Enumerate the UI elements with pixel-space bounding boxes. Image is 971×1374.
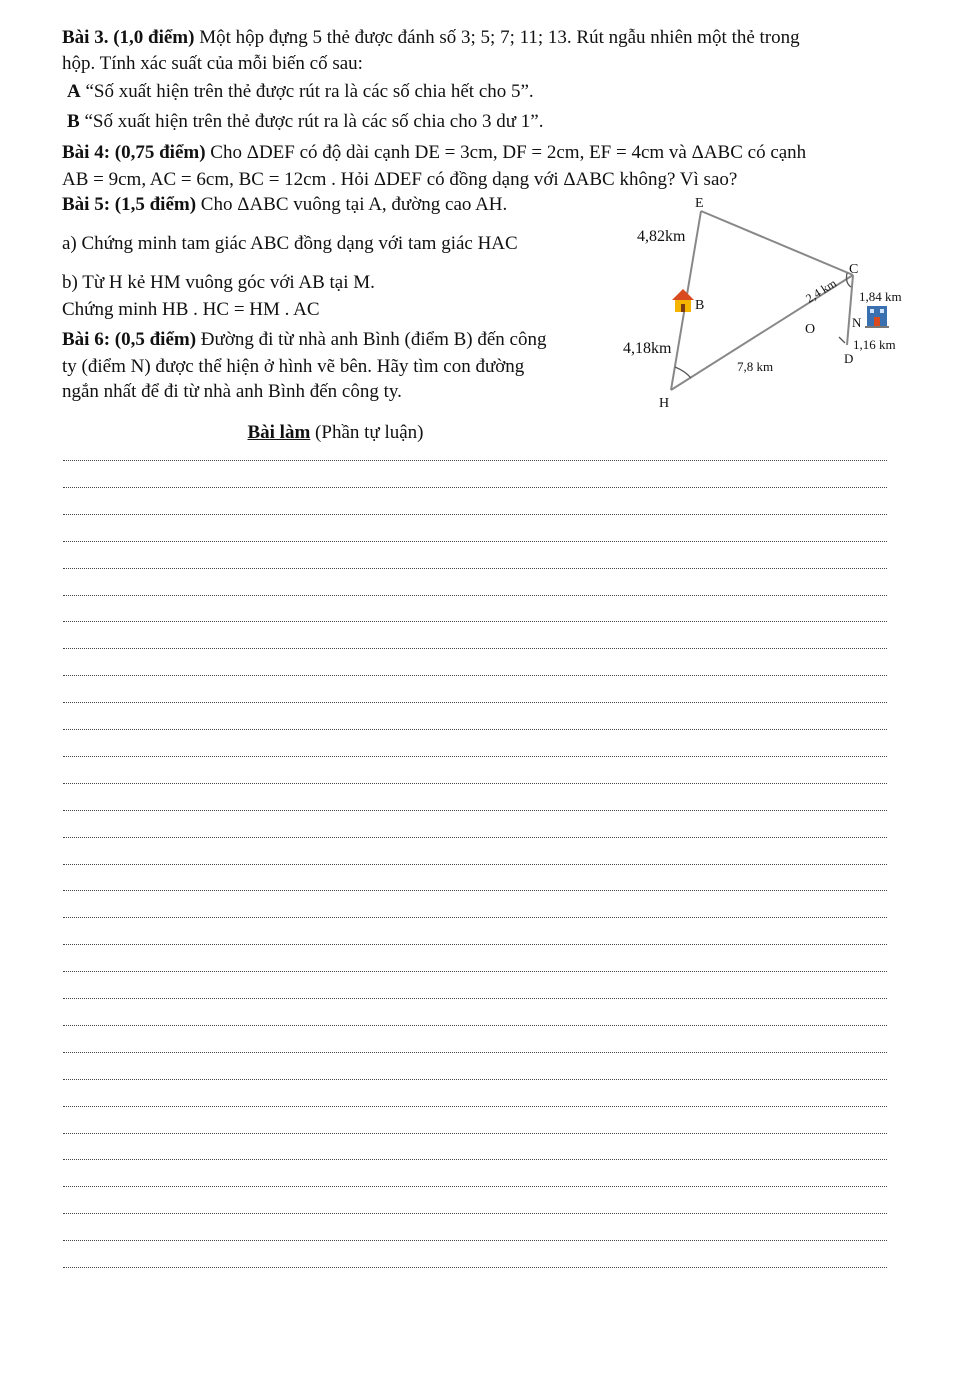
answer-dotted-line[interactable] (63, 783, 887, 784)
answer-dotted-line[interactable] (63, 702, 887, 703)
bai6-line3: ngắn nhất để đi từ nhà anh Bình đến công ty. (62, 381, 402, 402)
route-figure (615, 195, 915, 420)
label-point-d: D (844, 351, 854, 366)
bai4-line2: AB = 9cm, AC = 6cm, BC = 12cm . Hỏi ΔDEF có đồng dạng với ΔABC không? Vì sao? (62, 169, 738, 190)
label-point-b: B (695, 298, 705, 313)
segment-e-c (701, 211, 853, 275)
bai3-label: Bài 3. (1,0 điểm) (62, 27, 195, 48)
answer-dotted-line[interactable] (63, 1213, 887, 1214)
bai5-part-b1: b) Từ H kẻ HM vuông góc với AB tại M. (62, 272, 375, 293)
bai6-line1: Bài 6: (0,5 điểm) Đường đi từ nhà anh Bình (điểm B) đến công (62, 329, 547, 350)
label-point-o: O (805, 322, 816, 337)
label-point-n: N (852, 315, 862, 330)
answer-dotted-line[interactable] (63, 756, 887, 757)
answer-dotted-line[interactable] (63, 1133, 887, 1134)
answer-dotted-line[interactable] (63, 837, 887, 838)
length-cn: 1,84 km (859, 289, 902, 304)
length-hd: 7,8 km (737, 359, 774, 374)
answer-dotted-line[interactable] (63, 568, 887, 569)
answer-dotted-line[interactable] (63, 864, 887, 865)
answer-dotted-line[interactable] (63, 514, 887, 515)
bai5-label: Bài 5: (1,5 điểm) (62, 194, 197, 215)
bai4-label: Bài 4: (0,75 điểm) (62, 142, 206, 163)
answer-dotted-line[interactable] (63, 998, 887, 999)
answer-dotted-line[interactable] (63, 1079, 887, 1080)
house-icon (672, 289, 694, 312)
answer-dotted-line[interactable] (63, 917, 887, 918)
bai3-line1: Bài 3. (1,0 điểm) Một hộp đựng 5 thẻ được đánh số 3; 5; 7; 11; 13. Rút ngẫu nhiên một thẻ trong (62, 27, 800, 48)
answer-dotted-line[interactable] (63, 729, 887, 730)
bai6-label: Bài 6: (0,5 điểm) (62, 329, 197, 350)
building-icon (865, 306, 889, 328)
answer-dotted-line[interactable] (63, 621, 887, 622)
label-point-c: C (849, 262, 859, 277)
angle-mark-d (839, 337, 845, 343)
answer-dotted-line[interactable] (63, 1186, 887, 1187)
answer-title: Bài làm (Phần tự luận) (247, 422, 424, 443)
answer-dotted-line[interactable] (63, 1267, 887, 1268)
bai5-part-a: a) Chứng minh tam giác ABC đồng dạng với tam giác HAC (62, 233, 518, 254)
answer-dotted-line[interactable] (63, 541, 887, 542)
answer-dotted-line[interactable] (63, 487, 887, 488)
answer-dotted-line[interactable] (63, 460, 887, 461)
answer-dotted-line[interactable] (63, 1106, 887, 1107)
bai4-line1: Bài 4: (0,75 điểm) Cho ΔDEF có độ dài cạnh DE = 3cm, DF = 2cm, EF = 4cm và ΔABC có cạnh (62, 142, 807, 163)
answer-dotted-line[interactable] (63, 1159, 887, 1160)
angle-mark-h (675, 367, 691, 378)
length-nd: 1,16 km (853, 337, 896, 352)
bai5-intro: Bài 5: (1,5 điểm) Cho ΔABC vuông tại A, đường cao AH. (62, 194, 508, 215)
label-point-e: E (695, 196, 704, 211)
answer-dotted-line[interactable] (63, 890, 887, 891)
length-oc: 2,4 km (803, 276, 839, 306)
bai5-part-b2: Chứng minh HB . HC = HM . AC (62, 299, 320, 320)
bai3-event-b: B “Số xuất hiện trên thẻ được rút ra là các số chia cho 3 dư 1”. (67, 111, 544, 132)
answer-dotted-line[interactable] (63, 1025, 887, 1026)
bai3-event-a: A “Số xuất hiện trên thẻ được rút ra là các số chia hết cho 5”. (67, 81, 534, 102)
label-point-h: H (659, 396, 670, 411)
answer-dotted-line[interactable] (63, 810, 887, 811)
answer-dotted-line[interactable] (63, 1240, 887, 1241)
length-bh: 4,18km (623, 340, 672, 357)
answer-dotted-line[interactable] (63, 971, 887, 972)
answer-dotted-line[interactable] (63, 944, 887, 945)
length-eb: 4,82km (637, 228, 686, 245)
bai3-line2: hộp. Tính xác suất của mỗi biến cố sau: (62, 53, 363, 74)
answer-dotted-line[interactable] (63, 595, 887, 596)
answer-dotted-line[interactable] (63, 648, 887, 649)
answer-dotted-line[interactable] (63, 675, 887, 676)
bai6-line2: ty (điểm N) được thể hiện ở hình vẽ bên. Hãy tìm con đường (62, 356, 525, 377)
answer-dotted-line[interactable] (63, 1052, 887, 1053)
